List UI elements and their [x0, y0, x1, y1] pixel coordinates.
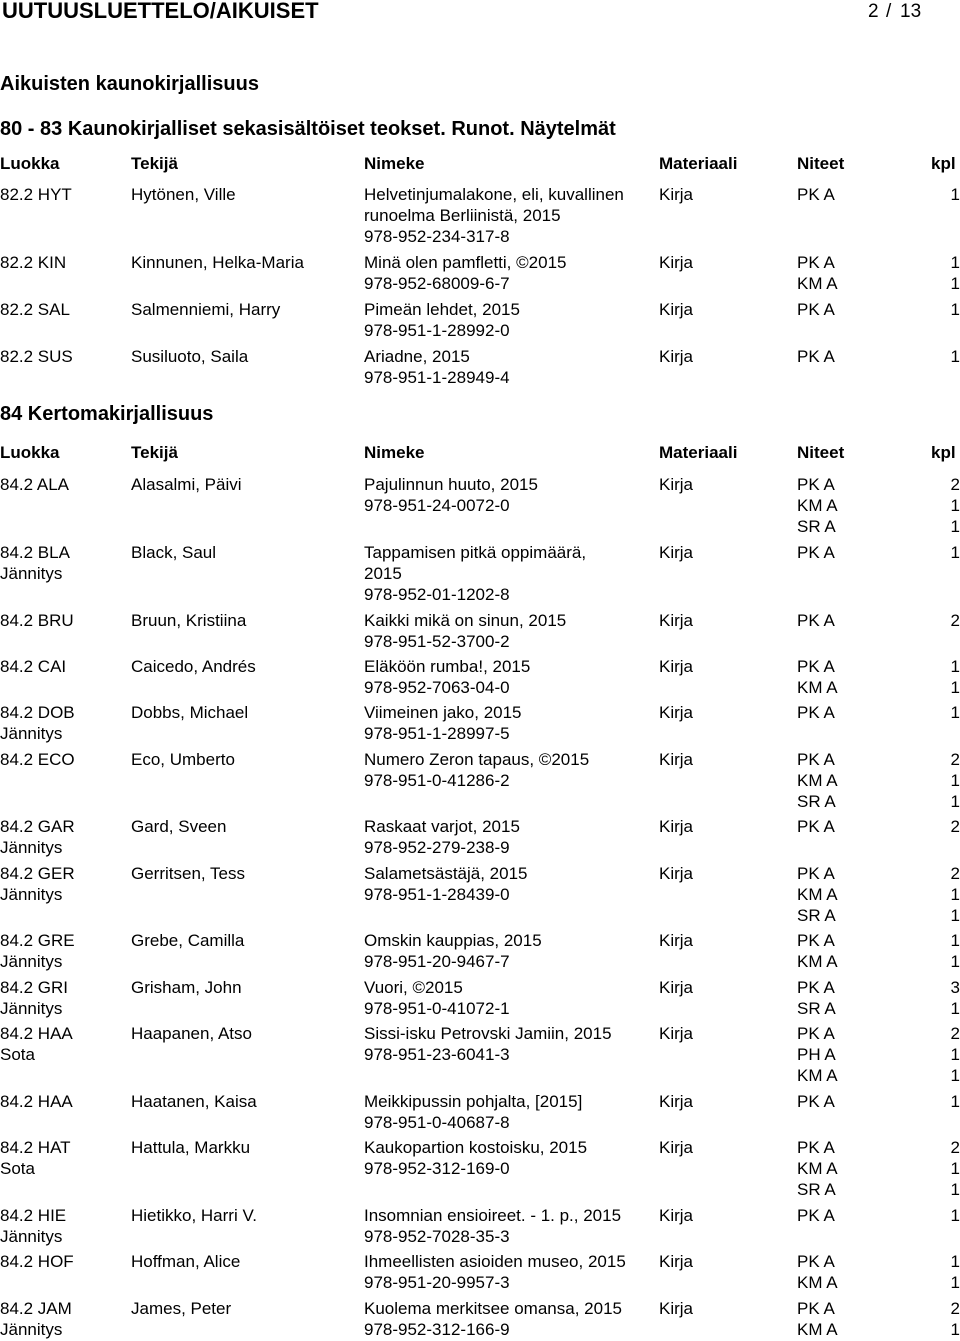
- row-material: Kirja: [659, 817, 694, 836]
- row-material: Kirja: [659, 1252, 694, 1271]
- holding-count: 1: [950, 1273, 960, 1292]
- row-holdings: [797, 474, 838, 537]
- row-material: Kirja: [659, 185, 694, 204]
- holding-location: KM A: [797, 1159, 838, 1178]
- row-class: [0, 749, 75, 770]
- row-title: [364, 610, 566, 652]
- genre-label: Sota: [0, 1045, 35, 1064]
- column-header-title: Nimeke: [364, 443, 425, 462]
- row-material: Kirja: [659, 931, 694, 950]
- row-kpl: [940, 749, 960, 812]
- class-code: 82.2 SAL: [0, 300, 70, 319]
- row-material: Kirja: [659, 1138, 694, 1157]
- holding-count: 2: [950, 817, 960, 836]
- row-class: [0, 656, 66, 677]
- page-number-current: 2: [868, 1, 879, 22]
- row-author: Alasalmi, Päivi: [131, 475, 242, 494]
- row-class: [0, 1298, 72, 1340]
- genre-label: Jännitys: [0, 838, 63, 857]
- title-line: Insomnian ensioireet. - 1. p., 2015: [364, 1206, 622, 1225]
- isbn: 978-951-20-9957-3: [364, 1273, 510, 1292]
- row-title: [364, 930, 542, 972]
- holding-location: KM A: [797, 1273, 838, 1292]
- row-author: Hoffman, Alice: [131, 1252, 241, 1271]
- holding-count: 1: [950, 885, 960, 904]
- row-material: Kirja: [659, 1299, 694, 1318]
- row-holdings: [797, 1023, 838, 1086]
- holding-location: KM A: [797, 952, 838, 971]
- column-header-author: Tekijä: [131, 154, 178, 173]
- holding-count: 1: [950, 517, 960, 536]
- row-kpl: [940, 863, 960, 926]
- title-line: Numero Zeron tapaus, ©2015: [364, 750, 590, 769]
- holding-location: KM A: [797, 496, 838, 515]
- class-code: 84.2 HOF: [0, 1252, 74, 1271]
- holding-count: 1: [950, 253, 960, 272]
- row-material: Kirja: [659, 300, 694, 319]
- title-line: Minä olen pamfletti, ©2015: [364, 253, 567, 272]
- class-code: 84.2 DOB: [0, 703, 75, 722]
- holding-count: 1: [950, 952, 960, 971]
- holding-location: SR A: [797, 792, 836, 811]
- row-holdings: [797, 930, 838, 972]
- row-kpl: [940, 346, 960, 367]
- row-title: [364, 1091, 582, 1133]
- row-holdings: [797, 252, 838, 294]
- row-author: Haatanen, Kaisa: [131, 1092, 257, 1111]
- title-line: Pajulinnun huuto, 2015: [364, 475, 538, 494]
- row-holdings: [797, 610, 835, 631]
- genre-label: Jännitys: [0, 724, 63, 743]
- holding-count: 2: [950, 1024, 960, 1043]
- row-author: Gerritsen, Tess: [131, 864, 246, 883]
- class-code: 84.2 ALA: [0, 475, 70, 494]
- row-title: [364, 1251, 626, 1293]
- row-author: Hytönen, Ville: [131, 185, 236, 204]
- holding-location: SR A: [797, 999, 836, 1018]
- row-kpl: [940, 1251, 960, 1293]
- row-kpl: [940, 977, 960, 1019]
- row-author: Hietikko, Harri V.: [131, 1206, 257, 1225]
- holding-location: KM A: [797, 885, 838, 904]
- section-title: 80 - 83 Kaunokirjalliset sekasisältöiset teokset. Runot. Näytelmät: [0, 118, 616, 140]
- class-code: 82.2 SUS: [0, 347, 73, 366]
- row-holdings: [797, 1205, 835, 1226]
- column-header-material: Materiaali: [659, 154, 738, 173]
- holding-count: 1: [950, 906, 960, 925]
- holding-location: KM A: [797, 678, 838, 697]
- row-holdings: [797, 977, 836, 1019]
- holding-location: PK A: [797, 475, 835, 494]
- row-author: Bruun, Kristiina: [131, 611, 247, 630]
- column-header-class: Luokka: [0, 443, 60, 462]
- row-class: [0, 863, 75, 905]
- holding-count: 1: [950, 1252, 960, 1271]
- row-author: Grebe, Camilla: [131, 931, 245, 950]
- row-material: Kirja: [659, 475, 694, 494]
- row-author: Dobbs, Michael: [131, 703, 249, 722]
- row-kpl: [940, 1205, 960, 1226]
- row-title: [364, 1298, 622, 1340]
- holding-location: PK A: [797, 931, 835, 950]
- genre-label: Jännitys: [0, 1227, 63, 1246]
- row-holdings: [797, 702, 835, 723]
- isbn: 978-951-1-28949-4: [364, 368, 510, 387]
- holding-count: 1: [950, 771, 960, 790]
- row-kpl: [940, 930, 960, 972]
- class-code: 84.2 HAA: [0, 1024, 73, 1043]
- isbn: 978-951-20-9467-7: [364, 952, 510, 971]
- holding-location: PK A: [797, 347, 835, 366]
- column-header-row: [0, 442, 960, 464]
- row-title: [364, 816, 520, 858]
- row-class: [0, 610, 74, 631]
- holding-count: 2: [950, 864, 960, 883]
- row-material: Kirja: [659, 253, 694, 272]
- title-line: Ariadne, 2015: [364, 347, 470, 366]
- holding-location: PK A: [797, 657, 835, 676]
- row-author: James, Peter: [131, 1299, 232, 1318]
- row-material: Kirja: [659, 1206, 694, 1225]
- title-line: runoelma Berliinistä, 2015: [364, 206, 561, 225]
- row-kpl: [940, 702, 960, 723]
- row-holdings: [797, 299, 835, 320]
- holding-count: 3: [950, 978, 960, 997]
- row-kpl: [940, 656, 960, 698]
- title-line: Sissi-isku Petrovski Jamiin, 2015: [364, 1024, 612, 1043]
- holding-location: KM A: [797, 1320, 838, 1339]
- row-holdings: [797, 184, 835, 205]
- class-code: 82.2 KIN: [0, 253, 67, 272]
- row-class: [0, 252, 66, 273]
- row-author: Grisham, John: [131, 978, 242, 997]
- row-class: [0, 474, 69, 495]
- isbn: 978-952-7028-35-3: [364, 1227, 510, 1246]
- row-class: [0, 346, 73, 367]
- holding-location: PK A: [797, 817, 835, 836]
- holding-location: KM A: [797, 274, 838, 293]
- isbn: 978-951-52-3700-2: [364, 632, 510, 651]
- title-line: Ihmeellisten asioiden museo, 2015: [364, 1252, 626, 1271]
- column-header-kpl: kpl: [931, 154, 956, 173]
- title-line: Kaikki mikä on sinun, 2015: [364, 611, 567, 630]
- row-title: [364, 1205, 621, 1247]
- row-holdings: [797, 1091, 835, 1112]
- title-line: Tappamisen pitkä oppimäärä,: [364, 543, 587, 562]
- column-header-kpl: kpl: [931, 443, 956, 462]
- row-material: Kirja: [659, 1024, 694, 1043]
- row-material: Kirja: [659, 1092, 694, 1111]
- holding-location: PH A: [797, 1045, 836, 1064]
- holding-location: PK A: [797, 611, 835, 630]
- holding-count: 1: [950, 1092, 960, 1111]
- class-code: 84.2 HAT: [0, 1138, 71, 1157]
- row-title: [364, 749, 589, 791]
- genre-label: Jännitys: [0, 999, 63, 1018]
- holding-count: 1: [950, 792, 960, 811]
- column-header-material: Materiaali: [659, 443, 738, 462]
- column-header-title: Nimeke: [364, 154, 425, 173]
- holding-count: 1: [950, 657, 960, 676]
- row-material: Kirja: [659, 611, 694, 630]
- holding-count: 2: [950, 475, 960, 494]
- holding-count: 1: [950, 1206, 960, 1225]
- title-line: Salametsästäjä, 2015: [364, 864, 528, 883]
- class-code: 84.2 HAA: [0, 1092, 73, 1111]
- isbn: 978-951-1-28997-5: [364, 724, 510, 743]
- holding-location: PK A: [797, 703, 835, 722]
- row-kpl: [940, 184, 960, 205]
- holding-location: PK A: [797, 1206, 835, 1225]
- holding-location: PK A: [797, 750, 835, 769]
- row-title: [364, 702, 522, 744]
- genre-label: Sota: [0, 1159, 35, 1178]
- row-class: [0, 816, 75, 858]
- isbn: 978-951-1-28439-0: [364, 885, 510, 904]
- column-header-author: Tekijä: [131, 443, 178, 462]
- class-code: 84.2 JAM: [0, 1299, 72, 1318]
- holding-location: PK A: [797, 1024, 835, 1043]
- holding-count: 1: [950, 274, 960, 293]
- row-title: [364, 1023, 612, 1065]
- holding-count: 1: [950, 678, 960, 697]
- row-class: [0, 542, 70, 584]
- row-title: [364, 299, 520, 341]
- row-holdings: [797, 1137, 838, 1200]
- title-line: Vuori, ©2015: [364, 978, 463, 997]
- class-code: 84.2 GER: [0, 864, 75, 883]
- title-line: Eläköön rumba!, 2015: [364, 657, 531, 676]
- row-title: [364, 542, 586, 605]
- row-holdings: [797, 1251, 838, 1293]
- row-holdings: [797, 816, 835, 837]
- row-title: [364, 346, 510, 388]
- isbn: 978-952-312-166-9: [364, 1320, 510, 1339]
- page-header-title: UUTUUSLUETTELO/AIKUISET: [2, 0, 319, 23]
- holding-count: 1: [950, 1066, 960, 1085]
- row-kpl: [940, 1091, 960, 1112]
- isbn: 978-952-01-1202-8: [364, 585, 510, 604]
- genre-label: Jännitys: [0, 564, 63, 583]
- holding-count: 1: [950, 543, 960, 562]
- isbn: 978-951-0-41072-1: [364, 999, 510, 1018]
- column-header-row: [0, 153, 960, 175]
- holding-location: PK A: [797, 978, 835, 997]
- row-title: [364, 656, 530, 698]
- row-title: [364, 1137, 587, 1179]
- row-class: [0, 184, 72, 205]
- holding-location: KM A: [797, 771, 838, 790]
- row-kpl: [940, 299, 960, 320]
- class-code: 84.2 BRU: [0, 611, 74, 630]
- holding-count: 1: [950, 931, 960, 950]
- column-header-holdings: Niteet: [797, 154, 845, 173]
- category-title: Aikuisten kaunokirjallisuus: [0, 73, 259, 95]
- title-line: Raskaat varjot, 2015: [364, 817, 520, 836]
- holding-location: KM A: [797, 1066, 838, 1085]
- row-kpl: [940, 816, 960, 837]
- holding-count: 1: [950, 347, 960, 366]
- row-holdings: [797, 656, 838, 698]
- holding-location: SR A: [797, 906, 836, 925]
- row-title: [364, 863, 528, 905]
- row-material: Kirja: [659, 750, 694, 769]
- row-kpl: [940, 474, 960, 537]
- row-class: [0, 977, 68, 1019]
- holding-count: 1: [950, 999, 960, 1018]
- title-line: Omskin kauppias, 2015: [364, 931, 542, 950]
- row-author: Hattula, Markku: [131, 1138, 251, 1157]
- row-class: [0, 702, 75, 744]
- row-author: Kinnunen, Helka-Maria: [131, 253, 304, 272]
- row-class: [0, 1023, 73, 1065]
- holding-count: 1: [950, 703, 960, 722]
- genre-label: Jännitys: [0, 1320, 63, 1339]
- row-class: [0, 1251, 74, 1272]
- holding-location: PK A: [797, 543, 835, 562]
- isbn: 978-952-68009-6-7: [364, 274, 510, 293]
- row-class: [0, 1205, 66, 1247]
- row-material: Kirja: [659, 978, 694, 997]
- holding-location: PK A: [797, 864, 835, 883]
- holding-location: PK A: [797, 1252, 835, 1271]
- isbn: 978-952-312-169-0: [364, 1159, 510, 1178]
- holding-count: 1: [950, 1180, 960, 1199]
- row-title: [364, 184, 624, 247]
- row-material: Kirja: [659, 864, 694, 883]
- holding-location: PK A: [797, 253, 835, 272]
- row-title: [364, 474, 538, 516]
- row-class: [0, 299, 70, 320]
- isbn: 978-951-24-0072-0: [364, 496, 510, 515]
- holding-location: PK A: [797, 1138, 835, 1157]
- row-author: Black, Saul: [131, 543, 217, 562]
- class-code: 84.2 ECO: [0, 750, 75, 769]
- isbn: 978-951-0-41286-2: [364, 771, 510, 790]
- row-class: [0, 1137, 71, 1179]
- row-title: [364, 977, 510, 1019]
- row-author: Eco, Umberto: [131, 750, 235, 769]
- class-code: 84.2 GRE: [0, 931, 75, 950]
- section-title: 84 Kertomakirjallisuus: [0, 403, 214, 425]
- holding-location: SR A: [797, 1180, 836, 1199]
- isbn: 978-952-234-317-8: [364, 227, 510, 246]
- row-holdings: [797, 1298, 838, 1340]
- class-code: 84.2 CAI: [0, 657, 67, 676]
- isbn: 978-951-1-28992-0: [364, 321, 510, 340]
- genre-label: Jännitys: [0, 885, 63, 904]
- row-material: Kirja: [659, 657, 694, 676]
- row-class: [0, 930, 75, 972]
- title-line: Viimeinen jako, 2015: [364, 703, 522, 722]
- holding-location: SR A: [797, 517, 836, 536]
- column-header-holdings: Niteet: [797, 443, 845, 462]
- isbn: 978-952-7063-04-0: [364, 678, 510, 697]
- column-header-class: Luokka: [0, 154, 60, 173]
- row-material: Kirja: [659, 703, 694, 722]
- row-class: [0, 1091, 73, 1112]
- row-title: [364, 252, 566, 294]
- row-kpl: [940, 1023, 960, 1086]
- class-code: 84.2 HIE: [0, 1206, 67, 1225]
- holding-count: 1: [950, 185, 960, 204]
- row-author: Caicedo, Andrés: [131, 657, 256, 676]
- row-author: Haapanen, Atso: [131, 1024, 252, 1043]
- holding-location: PK A: [797, 1299, 835, 1318]
- title-line: Helvetinjumalakone, eli, kuvallinen: [364, 185, 624, 204]
- holding-count: 2: [950, 1299, 960, 1318]
- row-author: Gard, Sveen: [131, 817, 227, 836]
- row-kpl: [940, 542, 960, 563]
- holding-count: 1: [950, 300, 960, 319]
- row-material: Kirja: [659, 347, 694, 366]
- row-author: Salmenniemi, Harry: [131, 300, 281, 319]
- row-holdings: [797, 542, 835, 563]
- row-kpl: [940, 1298, 960, 1340]
- title-line: Kaukopartion kostoisku, 2015: [364, 1138, 588, 1157]
- row-holdings: [797, 749, 838, 812]
- holding-count: 1: [950, 1045, 960, 1064]
- isbn: 978-952-279-238-9: [364, 838, 510, 857]
- holding-count: 1: [950, 496, 960, 515]
- holding-count: 2: [950, 750, 960, 769]
- holding-location: PK A: [797, 300, 835, 319]
- page-number-total: 13: [900, 1, 922, 22]
- genre-label: Jännitys: [0, 952, 63, 971]
- title-line: Meikkipussin pohjalta, [2015]: [364, 1092, 583, 1111]
- title-line: Kuolema merkitsee omansa, 2015: [364, 1299, 622, 1318]
- row-material: Kirja: [659, 543, 694, 562]
- row-kpl: [940, 610, 960, 631]
- row-holdings: [797, 346, 835, 367]
- title-line: Pimeän lehdet, 2015: [364, 300, 520, 319]
- isbn: 978-951-23-6041-3: [364, 1045, 510, 1064]
- holding-count: 2: [950, 611, 960, 630]
- row-holdings: [797, 863, 838, 926]
- class-code: 84.2 GRI: [0, 978, 69, 997]
- class-code: 84.2 GAR: [0, 817, 75, 836]
- title-line: 2015: [364, 564, 402, 583]
- page-number-separator: /: [886, 1, 892, 22]
- class-code: 82.2 HYT: [0, 185, 72, 204]
- holding-location: PK A: [797, 185, 835, 204]
- isbn: 978-951-0-40687-8: [364, 1113, 510, 1132]
- holding-count: 2: [950, 1138, 960, 1157]
- class-code: 84.2 BLA: [0, 543, 70, 562]
- row-kpl: [940, 1137, 960, 1200]
- holding-count: 1: [950, 1320, 960, 1339]
- row-kpl: [940, 252, 960, 294]
- row-author: Susiluoto, Saila: [131, 347, 249, 366]
- holding-count: 1: [950, 1159, 960, 1178]
- holding-location: PK A: [797, 1092, 835, 1111]
